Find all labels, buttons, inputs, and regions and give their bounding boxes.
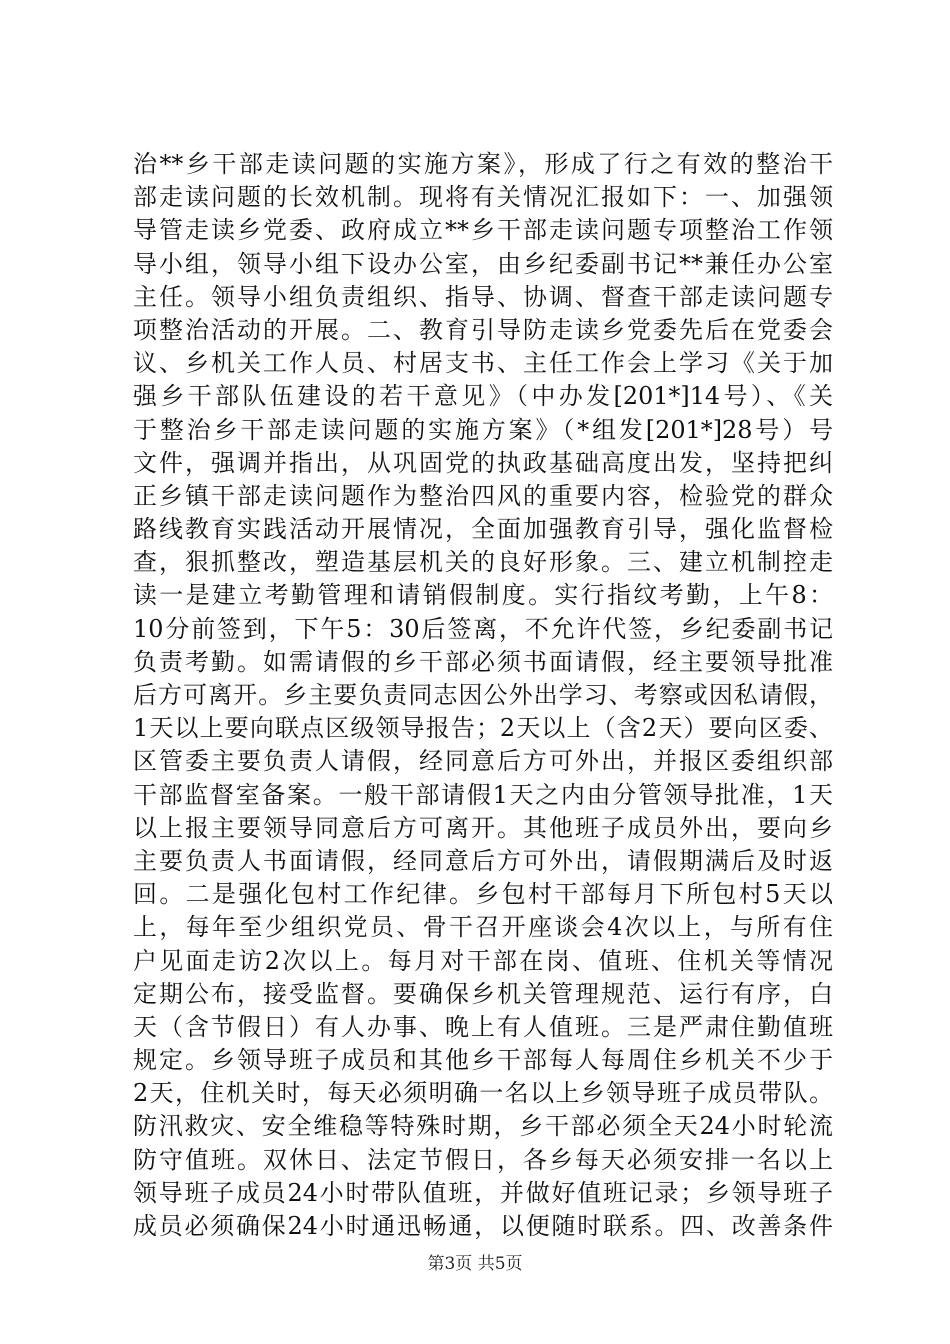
body-text-line: 回。二是强化包村工作纪律。乡包村干部每月下所包村5天以 — [133, 880, 833, 909]
body-text-line: 查，狠抓整改，塑造基层机关的良好形象。三、建立机制控走 — [133, 548, 833, 577]
body-text-line: 领导班子成员24小时带队值班，并做好值班记录；乡领导班子 — [133, 1178, 833, 1207]
document-body — [133, 148, 833, 1243]
body-text-line: 防汛救灾、安全维稳等特殊时期，乡干部必须全天24小时轮流 — [133, 1112, 833, 1141]
body-text-line: 上，每年至少组织党员、骨干召开座谈会4次以上，与所有住 — [133, 913, 833, 942]
body-text-line: 文件，强调并指出，从巩固党的执政基础高度出发，坚持把纠 — [133, 448, 833, 477]
body-text-line: 2天，住机关时，每天必须明确一名以上乡领导班子成员带队。 — [133, 1079, 833, 1108]
body-text-line: 定期公布，接受监督。要确保乡机关管理规范、运行有序，白 — [133, 979, 833, 1008]
body-text-line: 主任。领导小组负责组织、指导、协调、督查干部走读问题专 — [133, 282, 833, 311]
body-text-line: 户见面走访2次以上。每月对干部在岗、值班、住机关等情况 — [133, 946, 833, 975]
body-text-line: 项整治活动的开展。二、教育引导防走读乡党委先后在党委会 — [133, 315, 833, 344]
body-text-line: 规定。乡领导班子成员和其他乡干部每人每周住乡机关不少于 — [133, 1046, 833, 1075]
body-text-line: 负责考勤。如需请假的乡干部必须书面请假，经主要领导批准 — [133, 647, 833, 676]
body-text-line: 干部监督室备案。一般干部请假1天之内由分管领导批准，1天 — [133, 780, 833, 809]
body-text-line: 防守值班。双休日、法定节假日，各乡每天必须安排一名以上 — [133, 1145, 833, 1174]
body-text-line: 部走读问题的长效机制。现将有关情况汇报如下：一、加强领 — [133, 183, 833, 212]
body-text-line: 治**乡干部走读问题的实施方案》，形成了行之有效的整治干 — [133, 150, 833, 178]
body-text-line: 读一是建立考勤管理和请销假制度。实行指纹考勤，上午8： — [133, 581, 833, 610]
body-text-line: 议、乡机关工作人员、村居支书、主任工作会上学习《关于加 — [133, 349, 833, 378]
body-text-line: 后方可离开。乡主要负责同志因公外出学习、考察或因私请假， — [133, 681, 833, 709]
body-text-line: 以上报主要领导同意后方可离开。其他班子成员外出，要向乡 — [133, 813, 833, 842]
body-text-line: 于整治乡干部走读问题的实施方案》（*组发[201*]28号）号 — [133, 415, 833, 444]
body-text-line: 1天以上要向联点区级领导报告；2天以上（含2天）要向区委、 — [133, 714, 833, 743]
page-number-footer: 第3页 共5页 — [427, 1254, 523, 1274]
body-text-line: 区管委主要负责人请假，经同意后方可外出，并报区委组织部 — [133, 747, 833, 776]
body-text-line: 10分前签到，下午5：30后签离，不允许代签，乡纪委副书记 — [133, 614, 833, 643]
body-text-line: 路线教育实践活动开展情况，全面加强教育引导，强化监督检 — [133, 515, 833, 544]
body-text-line: 导管走读乡党委、政府成立**乡干部走读问题专项整治工作领 — [133, 216, 833, 245]
body-text-line: 成员必须确保24小时通迅畅通，以便随时联系。四、改善条件 — [133, 1212, 833, 1240]
body-text-line: 正乡镇干部走读问题作为整治四风的重要内容，检验党的群众 — [133, 481, 833, 510]
body-text-line: 强乡干部队伍建设的若干意见》（中办发[201*]14号）、《关 — [133, 382, 833, 411]
body-text-line: 主要负责人书面请假，经同意后方可外出，请假期满后及时返 — [133, 846, 833, 875]
body-text-line: 天（含节假日）有人办事、晚上有人值班。三是严肃住勤值班 — [133, 1012, 833, 1041]
body-text-line: 导小组，领导小组下设办公室，由乡纪委副书记**兼任办公室 — [133, 249, 833, 278]
